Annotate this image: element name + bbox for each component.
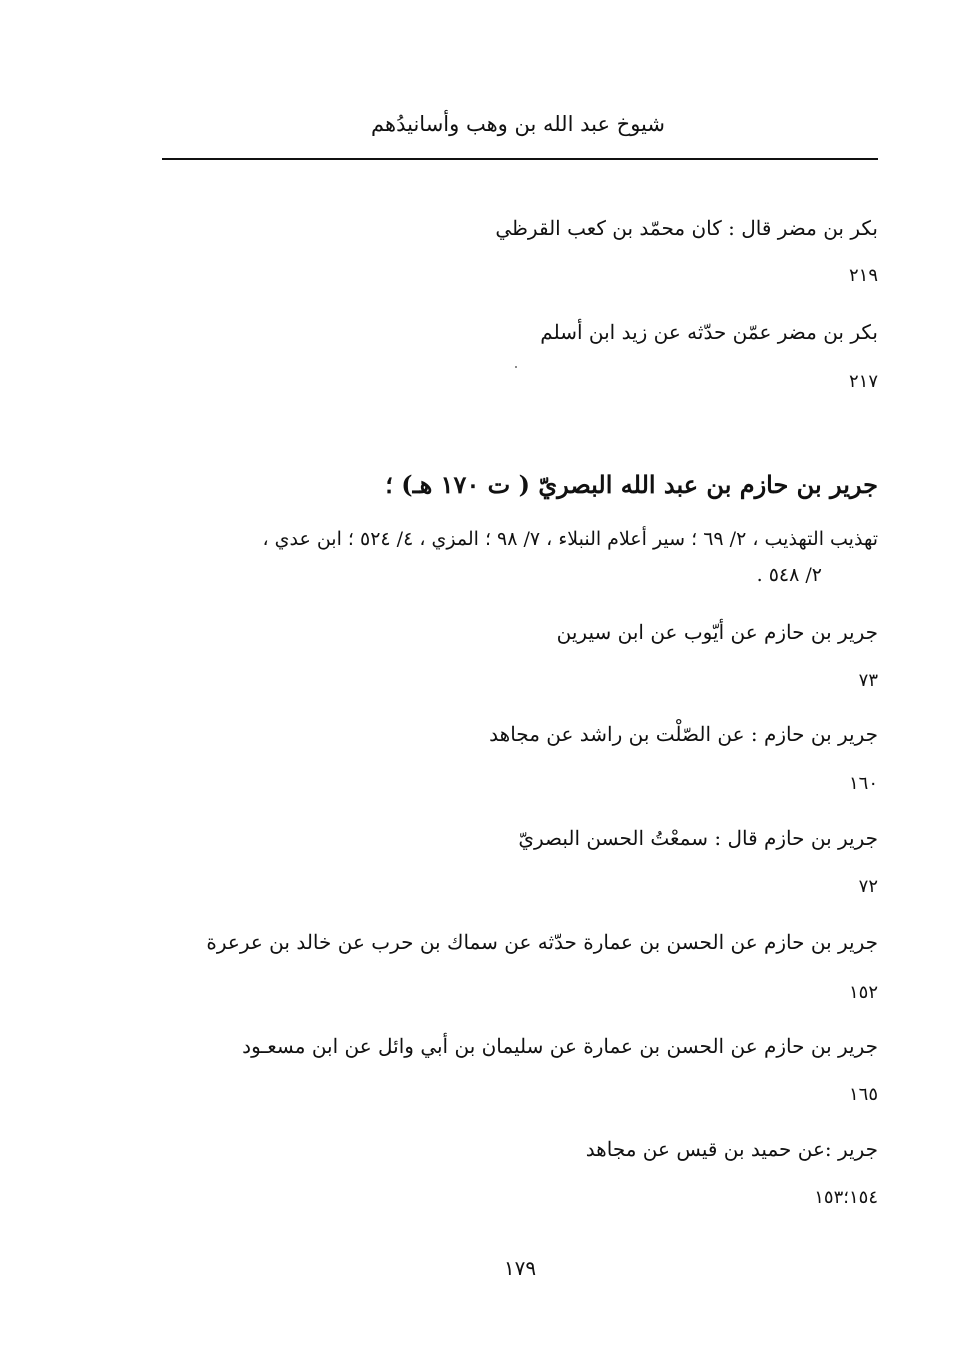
entry-text: جرير بن حازم عن أيّوب عن ابن سيرين bbox=[556, 620, 878, 644]
page-number: ١٧٩ bbox=[503, 1256, 537, 1280]
entry-ref: ١٦٠ bbox=[848, 773, 878, 794]
sources-line: تهذيب التهذيب ، ٢/ ٦٩ ؛ سير أعلام النبلاء ، ٧/ ٩٨ ؛ المزي ، ٤/ ٥٢٤ ؛ ابن عدي ، bbox=[262, 528, 878, 550]
entry-ref: ٧٣ bbox=[858, 670, 878, 691]
header-rule bbox=[162, 158, 878, 160]
entry-text: بكر بن مضر قال : كان محمّد بن كعب القرظي bbox=[495, 216, 878, 240]
entry-text: بكر بن مضر عمّن حدّثه عن زيد ابن أسلم bbox=[540, 320, 878, 344]
section-heading: جرير بن حازم بن عبد الله البصريّ ( ت ١٧٠ هـ) ؛ bbox=[385, 470, 878, 499]
entry-ref: ١٦٥ bbox=[848, 1084, 878, 1105]
entry-text: جرير بن حازم قال : سمعْتُ الحسن البصريّ bbox=[518, 826, 878, 850]
entry-ref: ١٥٢ bbox=[848, 982, 878, 1003]
entry-text: جرير بن حازم عن الحسن بن عمارة حدّثه عن سماك بن حرب عن خالد بن عرعرة bbox=[206, 930, 878, 954]
entry-text: جرير بن حازم عن الحسن بن عمارة عن سليمان بن أبي وائل عن ابن مسعـود bbox=[242, 1034, 878, 1058]
entry-text: جرير :عن حميد بن قيس عن مجاهد bbox=[585, 1137, 878, 1161]
sources-line: ٢/ ٥٤٨ . bbox=[756, 564, 822, 586]
entry-ref: ٧٢ bbox=[858, 876, 878, 897]
entry-text: جرير بن حازم : عن الصّلْت بن راشد عن مجاهد bbox=[489, 722, 878, 746]
scan-speck bbox=[515, 366, 517, 368]
entry-ref: ٢١٧ bbox=[848, 371, 878, 392]
running-header-title: شيوخ عبد الله بن وهب وأسانيدُهم bbox=[371, 112, 665, 136]
entry-ref: ٢١٩ bbox=[848, 265, 878, 286]
entry-ref: ١٥٤؛١٥٣ bbox=[814, 1187, 878, 1208]
